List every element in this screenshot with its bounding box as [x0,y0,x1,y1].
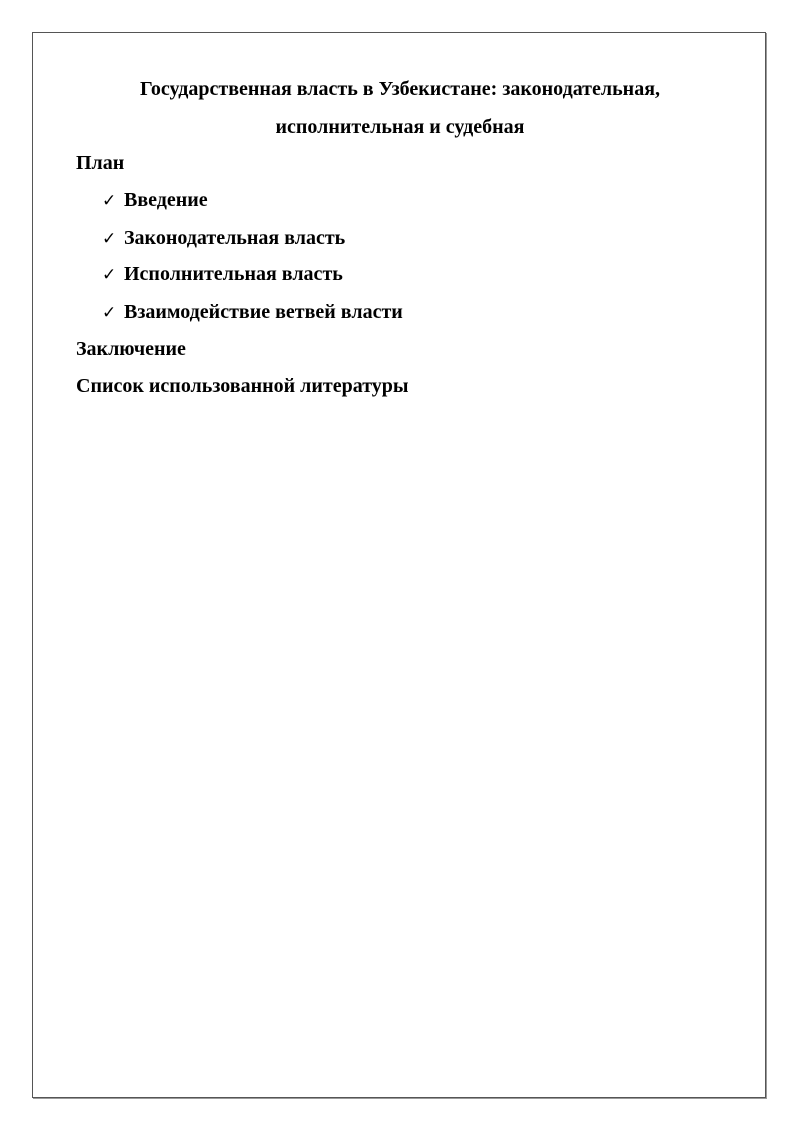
plan-heading: План [76,152,125,174]
conclusion-heading: Заключение [76,338,186,360]
toc-item-introduction [102,188,208,213]
check-icon: ✓ [102,229,117,249]
check-icon: ✓ [102,265,117,285]
check-icon: ✓ [102,191,117,211]
document-title-line-2: исполнительная и судебная [275,116,525,138]
toc-item-label: Исполнительная власть [124,263,343,285]
check-icon: ✓ [102,303,117,323]
toc-item-label: Взаимодействие ветвей власти [124,301,403,323]
toc-item-label: Введение [124,189,208,211]
document-title-line-1: Государственная власть в Узбекистане: законодательная, [139,78,661,100]
toc-item-executive [102,262,343,287]
references-heading: Список использованной литературы [76,375,409,397]
toc-item-label: Законодательная власть [124,227,346,249]
toc-item-interaction [102,300,403,325]
toc-item-legislative [102,226,345,251]
